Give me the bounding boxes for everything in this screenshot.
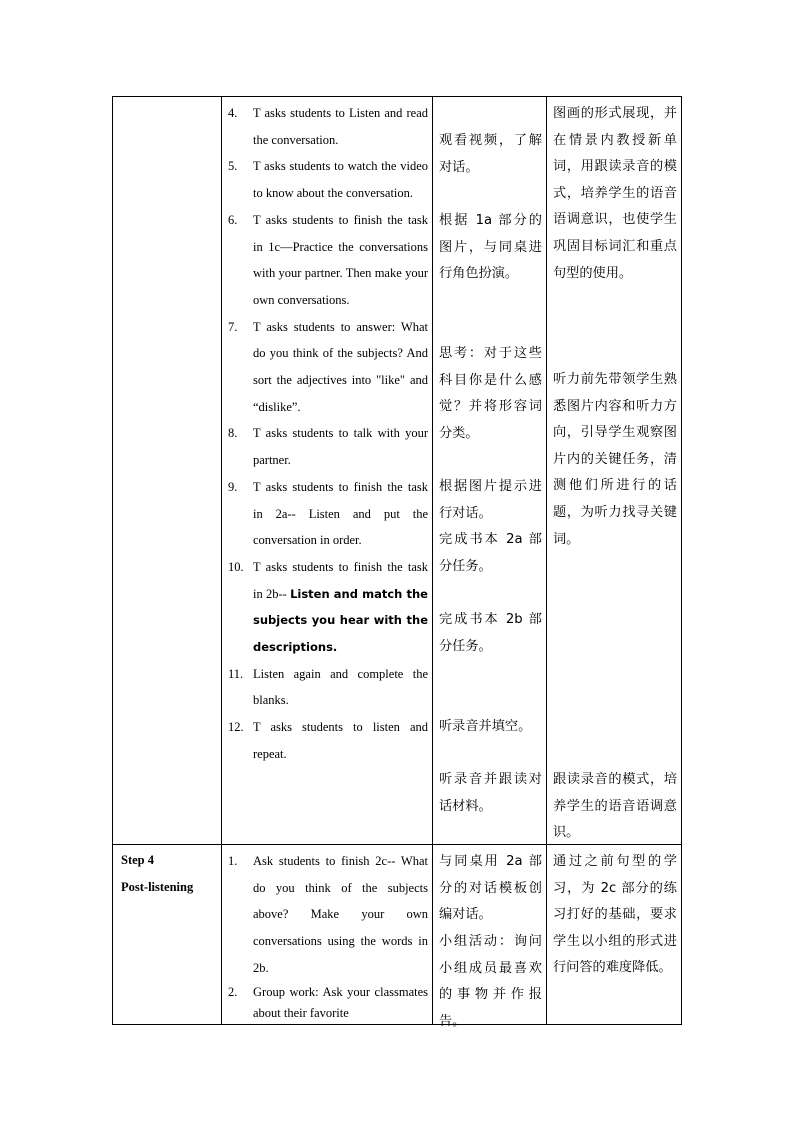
activity-cell [433, 97, 547, 845]
purpose-cell [547, 845, 682, 1025]
item-text: T asks students to Listen and read the conversation. [253, 106, 428, 147]
item-number: 2. [228, 984, 238, 999]
item-text: T asks students to watch the video to know about the conversation. [253, 159, 428, 201]
list-item [222, 474, 428, 554]
activity-text: 听录音并填空。 [439, 719, 532, 734]
step-subtitle: Post-listening [121, 880, 194, 894]
item-text: T asks students to talk with your partner. [253, 426, 428, 468]
item-number: 8. [228, 426, 238, 441]
item-text [253, 554, 428, 661]
task-list [222, 845, 432, 1024]
activity-text: 听录音并跟读对话材料。 [439, 772, 542, 814]
activity-text: 根据 1a 部分的图片，与同桌进行角色扮演。 [439, 213, 542, 282]
step-title: Step 4 [121, 853, 154, 867]
purpose-text: 跟读录音的模式，培养学生的语音语调意识。 [553, 772, 677, 841]
purpose-cell [547, 97, 682, 845]
step-cell [113, 845, 222, 1025]
task-cell [222, 97, 433, 845]
item-text: Group work: Ask your classmates about their favorite [253, 984, 428, 1020]
list-item [222, 207, 428, 314]
item-text: T asks students to answer: What do you think of the subjects? And sort the adjectives into "like" and “dislike”. [253, 319, 428, 414]
list-item [222, 153, 428, 206]
table-row [113, 845, 682, 1025]
activity-text: 观看视频，了解对话。 [439, 133, 542, 175]
item-number: 9. [228, 479, 238, 494]
item-text: T asks students to finish the task in 1c—Practice the conversations with your partner. Then make your own conversations. [253, 212, 428, 307]
item-number: 1. [228, 854, 238, 868]
list-item [222, 554, 428, 661]
item-text-bold: Listen and match the subjects you hear with the descriptions. [253, 586, 428, 655]
list-item [222, 714, 428, 767]
lesson-plan-table [112, 96, 682, 1029]
purpose-text: 图画的形式展现，并在情景内教授新单词，用跟读录音的模式，培养学生的语音语调意识，也使学生巩固目标词汇和重点句型的使用。 [553, 106, 677, 281]
purpose-text: 通过之前句型的学习，为 2c 部分的练习打好的基础，要求学生以小组的形式进行问答的难度降低。 [553, 854, 677, 976]
item-text: T asks students to finish the task in 2a-- Listen and put the conversation in order. [253, 479, 428, 548]
item-number: 6. [228, 212, 238, 227]
item-number: 11. [228, 666, 244, 681]
step-cell [113, 97, 222, 845]
table-row [113, 97, 682, 845]
task-list [222, 97, 432, 768]
list-item [222, 848, 428, 982]
item-text: T asks students to listen and repeat. [253, 720, 428, 761]
list-item [222, 314, 428, 421]
activity-text: 完成书本 2b 部分任务。 [439, 612, 542, 654]
activity-text: 与同桌用 2a 部分的对话模板创编对话。 [439, 854, 542, 923]
activity-text: 完成书本 2a 部分任务。 [439, 532, 542, 574]
purpose-text: 听力前先带领学生熟悉图片内容和听力方向，引导学生观察图片内的关键任务，清测他们所进行的话题，为听力找寻关键词。 [553, 372, 677, 547]
item-text-plain: T asks students to finish the task in 2b-- [253, 559, 428, 601]
item-number: 5. [228, 159, 238, 174]
item-number: 4. [228, 106, 238, 120]
list-item [222, 982, 428, 1024]
item-text: Ask students to finish 2c-- What do you think of the subjects above? Make your own conversations using the words in 2b. [253, 854, 428, 975]
activity-text: 根据图片提示进行对话。 [439, 479, 542, 521]
item-text: Listen again and complete the blanks. [253, 666, 428, 708]
item-number: 10. [228, 559, 244, 574]
activity-cell [433, 845, 547, 1029]
list-item [222, 100, 428, 153]
list-item [222, 420, 428, 473]
list-item [222, 661, 428, 714]
activity-text: 思考：对于这些科目你是什么感觉？并将形容词分类。 [439, 346, 542, 441]
task-cell [222, 845, 433, 1025]
item-number: 7. [228, 319, 238, 334]
activity-text: 小组活动：询问小组成员最喜欢的事物并作报告。 [439, 934, 542, 1029]
item-number: 12. [228, 720, 244, 735]
